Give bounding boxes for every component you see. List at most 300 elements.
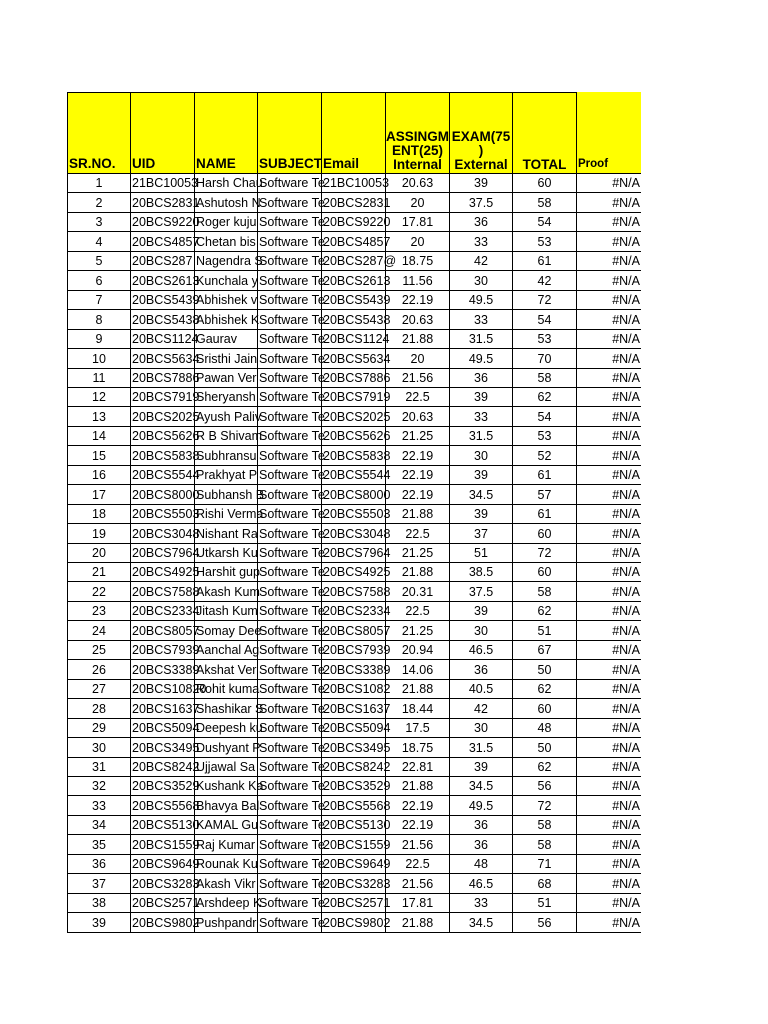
cell-internal[interactable]: 18.75 <box>386 738 450 758</box>
cell-name[interactable]: Sristhi Jain <box>195 349 258 369</box>
cell-external[interactable]: 36 <box>450 835 513 855</box>
cell-srno[interactable]: 32 <box>67 777 131 796</box>
cell-proof[interactable]: #N/A <box>577 485 641 505</box>
cell-email[interactable]: 20BCS5503 <box>322 505 386 524</box>
cell-subject[interactable]: Software Te <box>258 563 322 582</box>
cell-srno[interactable]: 17 <box>67 485 131 505</box>
cell-srno[interactable]: 31 <box>67 758 131 777</box>
cell-srno[interactable]: 8 <box>67 310 131 330</box>
cell-subject[interactable]: Software Te <box>258 641 322 660</box>
cell-total[interactable]: 51 <box>513 894 577 913</box>
cell-email[interactable]: 20BCS3495 <box>322 738 386 758</box>
cell-name[interactable]: Harshit gup <box>195 563 258 582</box>
cell-name[interactable]: Pawan Ver <box>195 369 258 388</box>
cell-external[interactable]: 42 <box>450 252 513 271</box>
cell-subject[interactable]: Software Te <box>258 446 322 466</box>
cell-name[interactable]: Bhavya Bal <box>195 796 258 816</box>
cell-total[interactable]: 61 <box>513 466 577 485</box>
cell-subject[interactable]: Software Te <box>258 621 322 641</box>
cell-uid[interactable]: 20BCS5094 <box>131 719 195 738</box>
cell-srno[interactable]: 6 <box>67 271 131 291</box>
cell-total[interactable]: 71 <box>513 855 577 874</box>
cell-internal[interactable]: 22.5 <box>386 388 450 407</box>
cell-uid[interactable]: 20BCS7588 <box>131 582 195 602</box>
cell-internal[interactable]: 18.75 <box>386 252 450 271</box>
cell-name[interactable]: R B Shivam <box>195 427 258 446</box>
cell-total[interactable]: 50 <box>513 660 577 680</box>
cell-subject[interactable]: Software Te <box>258 271 322 291</box>
cell-total[interactable]: 58 <box>513 193 577 213</box>
cell-name[interactable]: Akash Vikr <box>195 874 258 894</box>
cell-srno[interactable]: 25 <box>67 641 131 660</box>
cell-internal[interactable]: 21.25 <box>386 621 450 641</box>
header-subject[interactable] <box>258 92 322 174</box>
cell-uid[interactable]: 20BCS5544 <box>131 466 195 485</box>
cell-email[interactable]: 20BCS8057 <box>322 621 386 641</box>
cell-uid[interactable]: 20BCS4925 <box>131 563 195 582</box>
cell-uid[interactable]: 20BCS2334 <box>131 602 195 621</box>
cell-external[interactable]: 31.5 <box>450 738 513 758</box>
cell-total[interactable]: 58 <box>513 369 577 388</box>
cell-total[interactable]: 58 <box>513 816 577 835</box>
cell-srno[interactable]: 21 <box>67 563 131 582</box>
cell-uid[interactable]: 20BCS8057 <box>131 621 195 641</box>
cell-internal[interactable]: 21.88 <box>386 330 450 349</box>
cell-subject[interactable]: Software Te <box>258 388 322 407</box>
cell-uid[interactable]: 20BCS2025 <box>131 407 195 427</box>
cell-proof[interactable]: #N/A <box>577 913 641 933</box>
cell-name[interactable]: Aanchal Ag <box>195 641 258 660</box>
cell-external[interactable]: 42 <box>450 699 513 719</box>
cell-uid[interactable]: 20BCS7964 <box>131 544 195 563</box>
cell-uid[interactable]: 20BCS8242 <box>131 758 195 777</box>
cell-total[interactable]: 42 <box>513 271 577 291</box>
cell-name[interactable]: Jitash Kum <box>195 602 258 621</box>
cell-external[interactable]: 49.5 <box>450 349 513 369</box>
cell-total[interactable]: 58 <box>513 835 577 855</box>
cell-internal[interactable]: 21.56 <box>386 874 450 894</box>
cell-total[interactable]: 52 <box>513 446 577 466</box>
cell-total[interactable]: 61 <box>513 505 577 524</box>
cell-uid[interactable]: 20BCS5439 <box>131 291 195 310</box>
cell-email[interactable]: 20BCS5626 <box>322 427 386 446</box>
cell-internal[interactable]: 20 <box>386 349 450 369</box>
cell-subject[interactable]: Software Te <box>258 524 322 544</box>
cell-total[interactable]: 60 <box>513 563 577 582</box>
cell-proof[interactable]: #N/A <box>577 291 641 310</box>
cell-srno[interactable]: 29 <box>67 719 131 738</box>
cell-external[interactable]: 36 <box>450 369 513 388</box>
cell-srno[interactable]: 33 <box>67 796 131 816</box>
cell-email[interactable]: 20BCS1124 <box>322 330 386 349</box>
cell-subject[interactable]: Software Te <box>258 874 322 894</box>
cell-srno[interactable]: 30 <box>67 738 131 758</box>
cell-total[interactable]: 56 <box>513 913 577 933</box>
cell-uid[interactable]: 20BCS9649 <box>131 855 195 874</box>
cell-name[interactable]: Nishant Ra <box>195 524 258 544</box>
cell-srno[interactable]: 4 <box>67 232 131 252</box>
cell-subject[interactable]: Software Te <box>258 913 322 933</box>
header-assignment-internal[interactable] <box>386 92 450 174</box>
cell-external[interactable]: 34.5 <box>450 485 513 505</box>
cell-external[interactable]: 34.5 <box>450 777 513 796</box>
cell-external[interactable]: 46.5 <box>450 641 513 660</box>
cell-srno[interactable]: 34 <box>67 816 131 835</box>
cell-email[interactable]: 20BCS2831 <box>322 193 386 213</box>
cell-srno[interactable]: 24 <box>67 621 131 641</box>
cell-internal[interactable]: 22.81 <box>386 758 450 777</box>
cell-external[interactable]: 30 <box>450 719 513 738</box>
cell-email[interactable]: 20BCS5438 <box>322 310 386 330</box>
cell-proof[interactable]: #N/A <box>577 816 641 835</box>
cell-internal[interactable]: 17.81 <box>386 213 450 232</box>
cell-srno[interactable]: 22 <box>67 582 131 602</box>
cell-proof[interactable]: #N/A <box>577 544 641 563</box>
cell-proof[interactable]: #N/A <box>577 582 641 602</box>
cell-external[interactable]: 36 <box>450 816 513 835</box>
cell-proof[interactable]: #N/A <box>577 835 641 855</box>
cell-proof[interactable]: #N/A <box>577 524 641 544</box>
cell-email[interactable]: 20BCS7588 <box>322 582 386 602</box>
cell-external[interactable]: 39 <box>450 505 513 524</box>
header-proof[interactable] <box>577 92 641 174</box>
cell-email[interactable]: 20BCS5439 <box>322 291 386 310</box>
cell-uid[interactable]: 20BCS5626 <box>131 427 195 446</box>
cell-email[interactable]: 20BCS2613 <box>322 271 386 291</box>
cell-proof[interactable]: #N/A <box>577 855 641 874</box>
cell-internal[interactable]: 21.88 <box>386 680 450 699</box>
cell-srno[interactable]: 19 <box>67 524 131 544</box>
cell-name[interactable]: Akshat Ver <box>195 660 258 680</box>
cell-external[interactable]: 36 <box>450 213 513 232</box>
cell-subject[interactable]: Software Te <box>258 660 322 680</box>
cell-external[interactable]: 31.5 <box>450 330 513 349</box>
cell-internal[interactable]: 20 <box>386 232 450 252</box>
cell-name[interactable]: Subhansh B <box>195 485 258 505</box>
cell-total[interactable]: 51 <box>513 621 577 641</box>
cell-uid[interactable]: 20BCS7919 <box>131 388 195 407</box>
cell-proof[interactable]: #N/A <box>577 505 641 524</box>
cell-email[interactable]: 20BCS8242 <box>322 758 386 777</box>
cell-total[interactable]: 68 <box>513 874 577 894</box>
cell-uid[interactable]: 20BCS1124 <box>131 330 195 349</box>
cell-internal[interactable]: 21.25 <box>386 427 450 446</box>
cell-uid[interactable]: 20BCS2571 <box>131 894 195 913</box>
cell-uid[interactable]: 20BCS1637 <box>131 699 195 719</box>
cell-internal[interactable]: 22.5 <box>386 602 450 621</box>
cell-internal[interactable]: 21.88 <box>386 777 450 796</box>
cell-external[interactable]: 40.5 <box>450 680 513 699</box>
cell-subject[interactable]: Software Te <box>258 369 322 388</box>
cell-uid[interactable]: 20BCS3048 <box>131 524 195 544</box>
cell-uid[interactable]: 20BCS7886 <box>131 369 195 388</box>
cell-name[interactable]: Rohit kuma <box>195 680 258 699</box>
cell-email[interactable]: 20BCS5568 <box>322 796 386 816</box>
cell-uid[interactable]: 20BCS9802 <box>131 913 195 933</box>
cell-external[interactable]: 33 <box>450 894 513 913</box>
cell-uid[interactable]: 20BCS8000 <box>131 485 195 505</box>
cell-name[interactable]: Somay Dee <box>195 621 258 641</box>
cell-internal[interactable]: 22.19 <box>386 485 450 505</box>
cell-total[interactable]: 72 <box>513 544 577 563</box>
cell-srno[interactable]: 11 <box>67 369 131 388</box>
cell-internal[interactable]: 11.56 <box>386 271 450 291</box>
cell-subject[interactable]: Software Te <box>258 427 322 446</box>
cell-email[interactable]: 20BCS2571 <box>322 894 386 913</box>
cell-srno[interactable]: 18 <box>67 505 131 524</box>
cell-external[interactable]: 33 <box>450 407 513 427</box>
cell-subject[interactable]: Software Te <box>258 738 322 758</box>
cell-external[interactable]: 49.5 <box>450 796 513 816</box>
cell-srno[interactable]: 7 <box>67 291 131 310</box>
cell-srno[interactable]: 37 <box>67 874 131 894</box>
cell-subject[interactable]: Software Te <box>258 213 322 232</box>
cell-total[interactable]: 60 <box>513 699 577 719</box>
cell-name[interactable]: Sheryansh <box>195 388 258 407</box>
cell-email[interactable]: 20BCS3048 <box>322 524 386 544</box>
cell-uid[interactable]: 20BCS4857 <box>131 232 195 252</box>
cell-uid[interactable]: 20BCS2831 <box>131 193 195 213</box>
cell-name[interactable]: Abhishek v <box>195 291 258 310</box>
cell-total[interactable]: 62 <box>513 602 577 621</box>
cell-name[interactable]: Nagendra S <box>195 252 258 271</box>
cell-subject[interactable]: Software Te <box>258 582 322 602</box>
cell-internal[interactable]: 20 <box>386 193 450 213</box>
cell-uid[interactable]: 20BCS3389 <box>131 660 195 680</box>
cell-proof[interactable]: #N/A <box>577 894 641 913</box>
cell-external[interactable]: 37 <box>450 524 513 544</box>
cell-subject[interactable]: Software Te <box>258 505 322 524</box>
cell-external[interactable]: 36 <box>450 660 513 680</box>
cell-srno[interactable]: 15 <box>67 446 131 466</box>
cell-proof[interactable]: #N/A <box>577 388 641 407</box>
cell-subject[interactable]: Software Te <box>258 777 322 796</box>
cell-total[interactable]: 62 <box>513 680 577 699</box>
header-total[interactable] <box>513 92 577 174</box>
cell-proof[interactable]: #N/A <box>577 796 641 816</box>
cell-proof[interactable]: #N/A <box>577 602 641 621</box>
cell-total[interactable]: 53 <box>513 427 577 446</box>
header-srno[interactable] <box>67 92 131 174</box>
cell-uid[interactable]: 20BCS5568 <box>131 796 195 816</box>
cell-proof[interactable]: #N/A <box>577 446 641 466</box>
cell-proof[interactable]: #N/A <box>577 349 641 369</box>
cell-internal[interactable]: 21.88 <box>386 505 450 524</box>
cell-total[interactable]: 54 <box>513 407 577 427</box>
cell-proof[interactable]: #N/A <box>577 369 641 388</box>
cell-proof[interactable]: #N/A <box>577 466 641 485</box>
cell-internal[interactable]: 17.5 <box>386 719 450 738</box>
cell-subject[interactable]: Software Te <box>258 699 322 719</box>
cell-internal[interactable]: 20.63 <box>386 174 450 193</box>
cell-srno[interactable]: 16 <box>67 466 131 485</box>
cell-external[interactable]: 39 <box>450 174 513 193</box>
cell-name[interactable]: Deepesh ku <box>195 719 258 738</box>
cell-name[interactable]: Subhransu <box>195 446 258 466</box>
cell-internal[interactable]: 17.81 <box>386 894 450 913</box>
cell-total[interactable]: 57 <box>513 485 577 505</box>
cell-name[interactable]: Rounak Ku <box>195 855 258 874</box>
cell-internal[interactable]: 20.31 <box>386 582 450 602</box>
cell-email[interactable]: 20BCS287@ <box>322 252 386 271</box>
cell-external[interactable]: 51 <box>450 544 513 563</box>
cell-srno[interactable]: 38 <box>67 894 131 913</box>
cell-srno[interactable]: 13 <box>67 407 131 427</box>
cell-external[interactable]: 31.5 <box>450 427 513 446</box>
cell-internal[interactable]: 21.88 <box>386 913 450 933</box>
cell-email[interactable]: 20BCS2334 <box>322 602 386 621</box>
cell-internal[interactable]: 22.19 <box>386 816 450 835</box>
cell-proof[interactable]: #N/A <box>577 310 641 330</box>
cell-total[interactable]: 61 <box>513 252 577 271</box>
cell-srno[interactable]: 1 <box>67 174 131 193</box>
cell-proof[interactable]: #N/A <box>577 874 641 894</box>
cell-subject[interactable]: Software Te <box>258 719 322 738</box>
cell-internal[interactable]: 22.19 <box>386 291 450 310</box>
cell-external[interactable]: 48 <box>450 855 513 874</box>
cell-proof[interactable]: #N/A <box>577 641 641 660</box>
cell-internal[interactable]: 20.63 <box>386 310 450 330</box>
cell-srno[interactable]: 35 <box>67 835 131 855</box>
cell-name[interactable]: KAMAL Gu <box>195 816 258 835</box>
cell-external[interactable]: 39 <box>450 466 513 485</box>
cell-proof[interactable]: #N/A <box>577 271 641 291</box>
cell-total[interactable]: 50 <box>513 738 577 758</box>
cell-name[interactable]: Abhishek K <box>195 310 258 330</box>
cell-total[interactable]: 53 <box>513 330 577 349</box>
cell-srno[interactable]: 36 <box>67 855 131 874</box>
cell-proof[interactable]: #N/A <box>577 193 641 213</box>
cell-email[interactable]: 20BCS5094 <box>322 719 386 738</box>
header-email[interactable] <box>322 92 386 174</box>
cell-proof[interactable]: #N/A <box>577 174 641 193</box>
cell-external[interactable]: 37.5 <box>450 582 513 602</box>
cell-total[interactable]: 60 <box>513 174 577 193</box>
cell-srno[interactable]: 5 <box>67 252 131 271</box>
cell-name[interactable]: Chetan bis <box>195 232 258 252</box>
cell-uid[interactable]: 20BCS5503 <box>131 505 195 524</box>
cell-uid[interactable]: 20BCS2613 <box>131 271 195 291</box>
cell-uid[interactable]: 20BCS5634 <box>131 349 195 369</box>
cell-total[interactable]: 53 <box>513 232 577 252</box>
cell-email[interactable]: 20BCS7919 <box>322 388 386 407</box>
cell-subject[interactable]: Software Te <box>258 796 322 816</box>
cell-subject[interactable]: Software Te <box>258 758 322 777</box>
cell-proof[interactable]: #N/A <box>577 738 641 758</box>
cell-email[interactable]: 20BCS7886 <box>322 369 386 388</box>
cell-external[interactable]: 38.5 <box>450 563 513 582</box>
cell-internal[interactable]: 22.19 <box>386 796 450 816</box>
cell-name[interactable]: Arshdeep K <box>195 894 258 913</box>
cell-uid[interactable]: 20BCS3529 <box>131 777 195 796</box>
cell-email[interactable]: 20BCS3283 <box>322 874 386 894</box>
cell-uid[interactable]: 20BCS3495 <box>131 738 195 758</box>
cell-proof[interactable]: #N/A <box>577 252 641 271</box>
cell-total[interactable]: 70 <box>513 349 577 369</box>
cell-external[interactable]: 33 <box>450 232 513 252</box>
cell-external[interactable]: 37.5 <box>450 193 513 213</box>
header-exam-external[interactable] <box>450 92 513 174</box>
cell-internal[interactable]: 20.94 <box>386 641 450 660</box>
cell-name[interactable]: Ayush Paliv <box>195 407 258 427</box>
cell-proof[interactable]: #N/A <box>577 407 641 427</box>
header-name[interactable] <box>195 92 258 174</box>
cell-proof[interactable]: #N/A <box>577 680 641 699</box>
cell-subject[interactable]: Software Te <box>258 252 322 271</box>
cell-uid[interactable]: 20BCS7939 <box>131 641 195 660</box>
cell-subject[interactable]: Software Te <box>258 680 322 699</box>
cell-name[interactable]: Gaurav <box>195 330 258 349</box>
cell-srno[interactable]: 39 <box>67 913 131 933</box>
cell-email[interactable]: 20BCS9220 <box>322 213 386 232</box>
cell-srno[interactable]: 27 <box>67 680 131 699</box>
cell-srno[interactable]: 20 <box>67 544 131 563</box>
cell-name[interactable]: Harsh Chau <box>195 174 258 193</box>
cell-proof[interactable]: #N/A <box>577 660 641 680</box>
cell-email[interactable]: 20BCS4925 <box>322 563 386 582</box>
cell-external[interactable]: 33 <box>450 310 513 330</box>
cell-email[interactable]: 20BCS4857 <box>322 232 386 252</box>
cell-proof[interactable]: #N/A <box>577 699 641 719</box>
cell-name[interactable]: Dushyant P <box>195 738 258 758</box>
cell-uid[interactable]: 20BCS5130 <box>131 816 195 835</box>
cell-internal[interactable]: 21.56 <box>386 835 450 855</box>
cell-name[interactable]: Ujjawal Sa <box>195 758 258 777</box>
cell-srno[interactable]: 3 <box>67 213 131 232</box>
cell-total[interactable]: 62 <box>513 758 577 777</box>
cell-email[interactable]: 20BCS3529 <box>322 777 386 796</box>
cell-total[interactable]: 67 <box>513 641 577 660</box>
cell-internal[interactable]: 22.19 <box>386 446 450 466</box>
cell-uid[interactable]: 20BCS5438 <box>131 310 195 330</box>
cell-uid[interactable]: 21BC10053 <box>131 174 195 193</box>
cell-uid[interactable]: 20BCS5838 <box>131 446 195 466</box>
cell-email[interactable]: 20BCS7964 <box>322 544 386 563</box>
cell-proof[interactable]: #N/A <box>577 758 641 777</box>
cell-email[interactable]: 20BCS3389 <box>322 660 386 680</box>
cell-external[interactable]: 39 <box>450 758 513 777</box>
cell-internal[interactable]: 22.5 <box>386 855 450 874</box>
cell-email[interactable]: 20BCS5838 <box>322 446 386 466</box>
cell-internal[interactable]: 14.06 <box>386 660 450 680</box>
cell-proof[interactable]: #N/A <box>577 213 641 232</box>
cell-subject[interactable]: Software Te <box>258 193 322 213</box>
cell-proof[interactable]: #N/A <box>577 719 641 738</box>
cell-subject[interactable]: Software Te <box>258 485 322 505</box>
cell-total[interactable]: 60 <box>513 524 577 544</box>
cell-subject[interactable]: Software Te <box>258 407 322 427</box>
cell-subject[interactable]: Software Te <box>258 544 322 563</box>
cell-email[interactable]: 20BCS1082 <box>322 680 386 699</box>
cell-subject[interactable]: Software Te <box>258 816 322 835</box>
cell-total[interactable]: 72 <box>513 291 577 310</box>
cell-email[interactable]: 20BCS5130 <box>322 816 386 835</box>
cell-subject[interactable]: Software Te <box>258 349 322 369</box>
cell-email[interactable]: 20BCS8000 <box>322 485 386 505</box>
cell-srno[interactable]: 14 <box>67 427 131 446</box>
cell-email[interactable]: 20BCS2025 <box>322 407 386 427</box>
cell-proof[interactable]: #N/A <box>577 232 641 252</box>
cell-internal[interactable]: 22.5 <box>386 524 450 544</box>
cell-total[interactable]: 54 <box>513 310 577 330</box>
cell-name[interactable]: Raj Kumar <box>195 835 258 855</box>
cell-proof[interactable]: #N/A <box>577 621 641 641</box>
cell-name[interactable]: Ashutosh N <box>195 193 258 213</box>
cell-proof[interactable]: #N/A <box>577 427 641 446</box>
cell-external[interactable]: 49.5 <box>450 291 513 310</box>
cell-external[interactable]: 30 <box>450 271 513 291</box>
cell-total[interactable]: 62 <box>513 388 577 407</box>
